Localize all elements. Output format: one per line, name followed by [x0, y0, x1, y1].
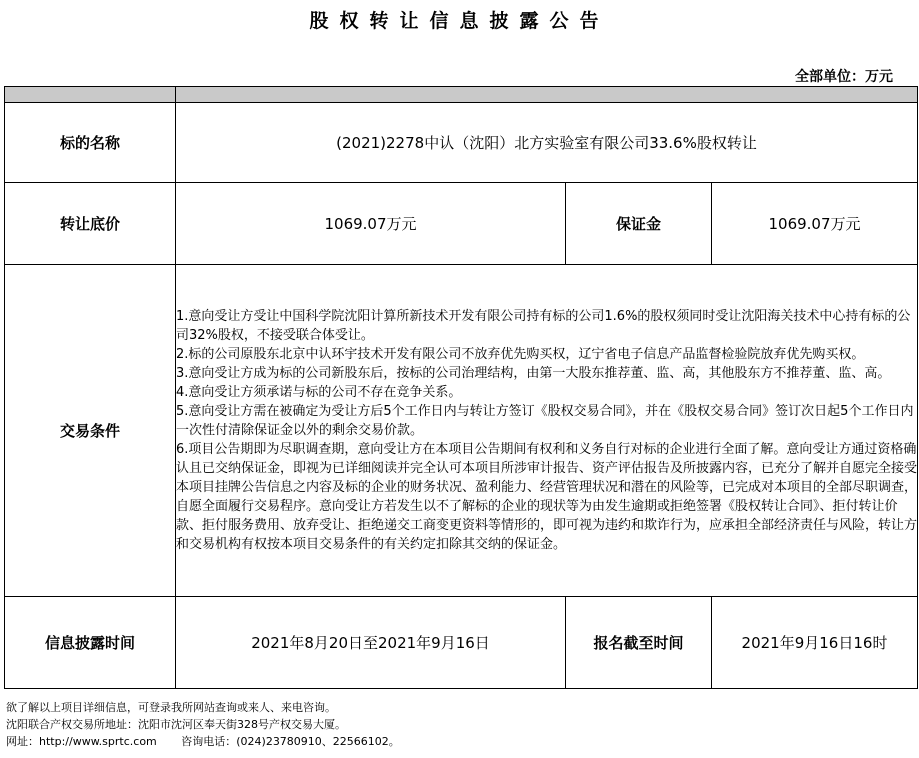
page-title: 股权转让信息披露公告 [309, 10, 610, 32]
disclosure-time-label: 信息披露时间 [5, 597, 176, 689]
header-band-row [5, 87, 918, 103]
footer-line-contact: 网址：http://www.sprtc.com 咨询电话：(024)23780910、22566102。 [6, 735, 400, 748]
time-row [5, 597, 918, 689]
target-name-label: 标的名称 [5, 103, 176, 183]
footer-notes [6, 699, 400, 750]
conditions-row [5, 265, 918, 597]
condition-item-5: 5.意向受让方需在被确定为受让方后5个工作日内与转让方签订《股权交易合同》，并在《股权交易合同》签订次日起5个工作日内一次性付清除保证金以外的剩余交易价款。 [176, 404, 914, 438]
conditions-content [176, 265, 918, 597]
price-row [5, 183, 918, 265]
header-band-right [176, 87, 918, 103]
deadline-label: 报名截至时间 [566, 597, 712, 689]
condition-item-2: 2.标的公司原股东北京中认环宇技术开发有限公司不放弃优先购买权，辽宁省电子信息产品监督检验院放弃优先购买权。 [176, 347, 865, 362]
footer-line-address: 沈阳联合产权交易所地址：沈阳市沈河区奉天街328号产权交易大厦。 [6, 718, 346, 731]
reserve-price-value: 1069.07万元 [176, 183, 566, 265]
unit-note: 全部单位：万元 [795, 69, 893, 85]
deadline-value: 2021年9月16日16时 [712, 597, 918, 689]
deposit-label: 保证金 [566, 183, 712, 265]
target-name-value: (2021)2278中认（沈阳）北方实验室有限公司33.6%股权转让 [176, 103, 918, 183]
footer-line-inquiry: 欲了解以上项目详细信息，可登录我所网站查询或来人、来电咨询。 [6, 701, 336, 714]
conditions-label: 交易条件 [5, 265, 176, 597]
reserve-price-label: 转让底价 [5, 183, 176, 265]
condition-item-6: 6.项目公告期即为尽职调查期，意向受让方在本项目公告期间有权利和义务自行对标的企业进行全面了解。意向受让方通过资格确认且已交纳保证金，即视为已详细阅读并完全认可本项目所涉审计报告、资产评估报告及所披露内容，已充分了解并自愿完全接受本项目挂牌公告信息之内容及标的企业的财务状况、盈利能力、经营管理状况和潜在的风险等，已完成对本项目的全部尽职调查，自愿全面履行交易程序。意向受让方若发生以不了解标的企业的现状等为由发生逾期或拒绝签署《股权转让合同》、拒付转让价款、拒付服务费用、放弃受让、拒绝递交工商变更资料等情形的，即可视为违约和欺诈行为，应承担全部经济责任与风险，转让方和交易机构有权按本项目交易条件的有关约定扣除其交纳的保证金。 [176, 442, 918, 552]
disclosure-table [4, 86, 918, 689]
condition-item-3: 3.意向受让方成为标的公司新股东后，按标的公司治理结构，由第一大股东推荐董、监、高，其他股东方不推荐董、监、高。 [176, 366, 891, 381]
deposit-value: 1069.07万元 [712, 183, 918, 265]
disclosure-time-value: 2021年8月20日至2021年9月16日 [176, 597, 566, 689]
condition-item-4: 4.意向受让方须承诺与标的公司不存在竞争关系。 [176, 385, 462, 400]
condition-item-1: 1.意向受让方受让中国科学院沈阳计算所新技术开发有限公司持有标的公司1.6%的股权须同时受让沈阳海关技术中心持有标的公司32%股权，不接受联合体受让。 [176, 309, 911, 343]
target-name-row [5, 103, 918, 183]
header-band-left [5, 87, 176, 103]
